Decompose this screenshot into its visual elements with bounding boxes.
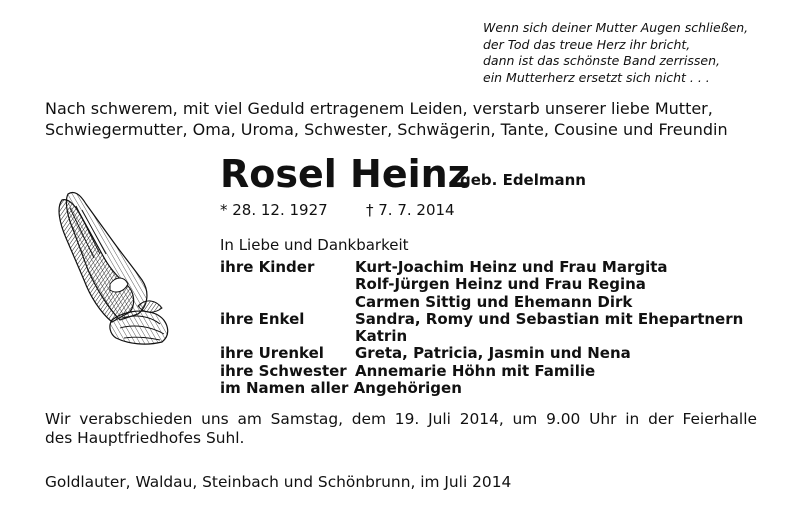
death-date: † 7. 7. 2014 <box>366 201 455 219</box>
list-item <box>220 328 780 345</box>
poem-line: dann ist das schönste Band zerrissen, <box>483 53 720 68</box>
list-item <box>220 380 780 397</box>
intro-line: Nach schwerem, mit viel Geduld ertragenem Leiden, verstarb unserer liebe Mutter, <box>45 99 713 118</box>
mourner-group <box>220 276 355 293</box>
mourner-group: ihre Schwester <box>220 361 347 380</box>
intro-line: Schwiegermutter, Oma, Uroma, Schwester, Schwägerin, Tante, Cousine und Freundin <box>45 120 728 139</box>
mourner-group <box>220 294 355 311</box>
mourners-list <box>220 259 780 397</box>
service-word: 2014, <box>459 410 504 428</box>
mourners-footer: im Namen aller Angehörigen <box>220 379 462 398</box>
list-item <box>220 311 780 328</box>
list-item <box>220 276 780 293</box>
poem-line: der Tod das treue Herz ihr bricht, <box>483 36 691 52</box>
mourner-names: Greta, Patricia, Jasmin und Nena <box>355 344 631 363</box>
poem-line: Wenn sich deiner Mutter Augen schließen, <box>483 20 749 35</box>
birth-name: geb. Edelmann <box>460 171 586 189</box>
list-item <box>220 294 780 311</box>
poem-line: ein Mutterherz ersetzt sich nicht . . . <box>483 69 710 85</box>
service-word: Juli <box>428 410 451 428</box>
mourner-names: Annemarie Höhn mit Familie <box>355 361 596 380</box>
service-word: 19. <box>394 410 420 428</box>
praying-hands-icon <box>50 188 175 346</box>
mourner-group: ihre Urenkel <box>220 344 324 363</box>
birth-date: * 28. 12. 1927 <box>220 201 328 219</box>
service-word: 9.00 <box>546 410 581 428</box>
service-line: des Hauptfriedhofes Suhl. <box>45 429 245 447</box>
list-item <box>220 363 780 380</box>
service-word: Samstag, <box>270 410 343 428</box>
service-word: verabschieden <box>79 410 193 428</box>
list-item <box>220 345 780 362</box>
intro-text <box>45 98 765 140</box>
mourner-names: Carmen Sittig und Ehemann Dirk <box>355 292 633 311</box>
mourner-group <box>220 328 355 345</box>
mourner-names: Sandra, Romy und Sebastian mit Ehepartnern <box>355 309 744 328</box>
service-word: um <box>512 410 538 428</box>
service-word: dem <box>351 410 387 428</box>
mourner-names: Katrin <box>355 327 408 346</box>
service-word: Feierhalle <box>682 410 757 428</box>
life-dates <box>220 200 455 220</box>
service-word: am <box>237 410 262 428</box>
service-word: der <box>648 410 674 428</box>
service-word: in <box>625 410 640 428</box>
service-line <box>45 410 757 429</box>
funeral-service-text <box>45 410 757 448</box>
mourner-group: ihre Kinder <box>220 258 315 276</box>
service-word: Wir <box>45 410 71 428</box>
poem <box>483 20 783 86</box>
place-and-date: Goldlauter, Waldau, Steinbach und Schönbrunn, im Juli 2014 <box>45 473 512 491</box>
service-word: Uhr <box>589 410 617 428</box>
list-item <box>220 259 780 276</box>
deceased-name: Rosel Heinz <box>220 152 470 196</box>
mourner-group: ihre Enkel <box>220 309 305 328</box>
service-word: uns <box>201 410 229 428</box>
mourner-names: Rolf-Jürgen Heinz und Frau Regina <box>355 275 646 294</box>
mourner-names: Kurt-Joachim Heinz und Frau Margita <box>355 258 668 276</box>
closing-phrase: In Liebe und Dankbarkeit <box>220 236 409 254</box>
